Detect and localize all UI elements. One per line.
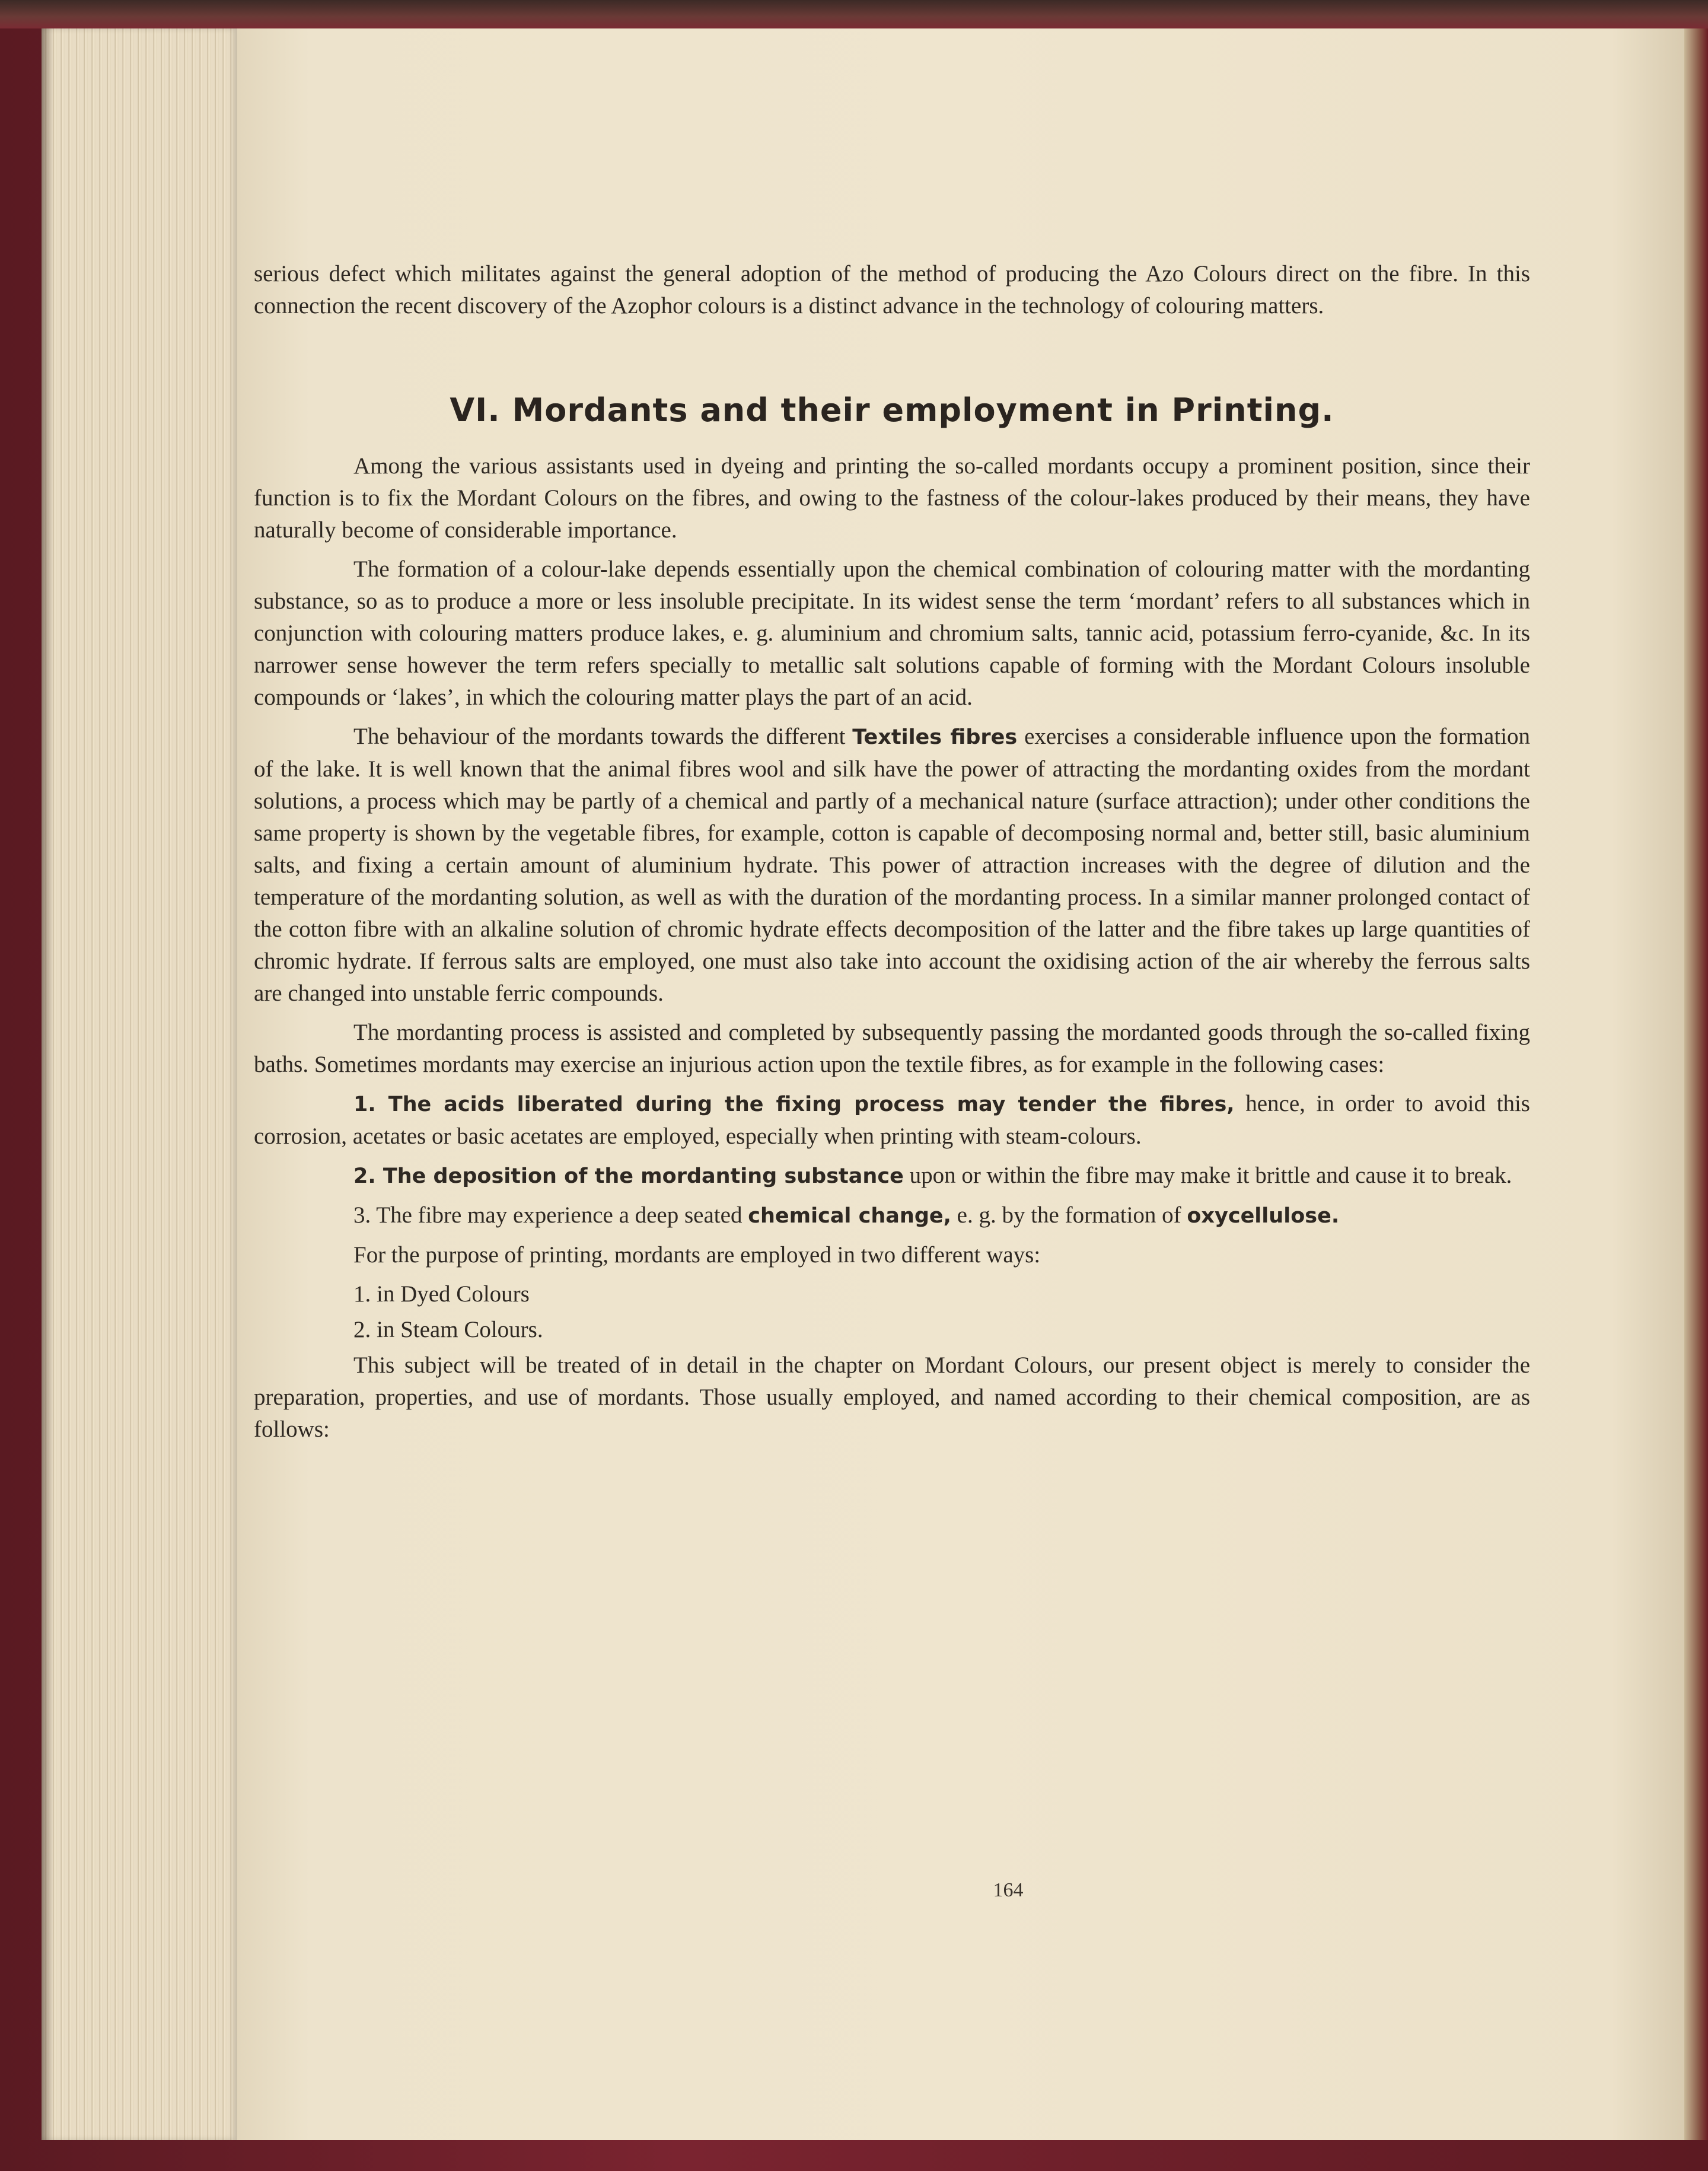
case-1 — [254, 1088, 1530, 1153]
case-2-rest: upon or within the fibre may make it brittle and cause it to break. — [903, 1163, 1512, 1188]
case-1-rest: hence, in order to avoid this corrosion, acetates or basic acetates are employed, especially when printing with steam-colours. — [254, 1091, 1530, 1149]
oxycellulose-bold: oxycellulose. — [1187, 1204, 1340, 1228]
list-item-dyed-colours: 1. in Dyed Colours — [353, 1281, 530, 1307]
left-page-stack — [42, 28, 237, 2140]
case-3-middle: e. g. by the formation of — [951, 1202, 1187, 1228]
cover-top-edge — [0, 0, 1708, 28]
case-3-before: 3. The fibre may experience a deep seated — [353, 1202, 748, 1228]
paragraph-closing: This subject will be treated of in detail in the chapter on Mordant Colours, our present object is merely to consider the preparation, properties, and use of mordants. Those usually employed, and named according to their chemical composition, are as follows: — [254, 1352, 1530, 1442]
case-2-bold: 2. The deposition of the mordanting substance — [353, 1164, 904, 1188]
right-page-edge — [1684, 28, 1708, 2140]
page-stack-shadow — [42, 28, 53, 2140]
opening-paragraph: serious defect which militates against the general adoption of the method of producing the Azo Colours direct on the fibre. In this connection the recent discovery of the Azophor colours is a distinct advance in the technology of colouring matters. — [254, 261, 1530, 319]
case-1-bold: 1. The acids liberated during the fixing process may tender the fibres, — [353, 1093, 1235, 1116]
paragraph-fibre-behaviour — [254, 721, 1530, 1010]
textiles-fibres-bold: Textiles fibres — [852, 725, 1018, 749]
paragraph-mordants-intro: Among the various assistants used in dyeing and printing the so-called mordants occupy a prominent position, since their function is to fix the Mordant Colours on the fibres, and owing to the fastness of the colour-lakes produced by their means, they have naturally become of considerable importance. — [254, 453, 1530, 543]
para3-after: exercises a considerable influence upon the formation of the lake. It is well known that the animal fibres wool and silk have the power of attracting the mordanting oxides from the mordant solutions, a process which may be partly of a chemical and partly of a mechanical nature (surface attraction); under other conditions the same property is shown by the vegetable fibres, for example, cotton is capable of decomposing normal and, better still, basic aluminium salts, and fixing a certain amount of aluminium hydrate. This power of attraction increases with the degree of dilution and the temperature of the mordanting solution, as well as with the duration of the mordanting process. In a similar manner prolonged contact of the cotton fibre with an alkaline solution of chromic hydrate effects decomposition of the latter and the fibre takes up large quantities of chromic hydrate. If ferrous salts are employed, one must also take into account the oxidising action of the air whereby the ferrous salts are changed into unstable ferric compounds. — [254, 724, 1530, 1006]
paragraph-colour-lake: The formation of a colour-lake depends essentially upon the chemical combination of colouring matter with the mordanting substance, so as to produce a more or less insoluble precipitate. In its widest sense the term ‘mordant’ refers to all substances which in conjunction with colouring matters produce lakes, e. g. aluminium and chromium salts, tannic acid, potassium ferro-cyanide, &c. In its narrower sense however the term refers specially to metallic salt solutions capable of forming with the Mordant Colours insoluble compounds or ‘lakes’, in which the colouring matter plays the part of an acid. — [254, 556, 1530, 710]
page-number: 164 — [993, 1879, 1024, 1901]
page-text — [254, 258, 1530, 1453]
list-item-steam-colours: 2. in Steam Colours. — [353, 1317, 543, 1342]
paragraph-printing-ways: For the purpose of printing, mordants are employed in two different ways: — [353, 1242, 1041, 1268]
para3-before: The behaviour of the mordants towards the different — [353, 724, 853, 749]
case-2 — [254, 1160, 1530, 1192]
chemical-change-bold: chemical change, — [748, 1204, 951, 1228]
paragraph-fixing-baths: The mordanting process is assisted and completed by subsequently passing the mordanted goods through the so-called fixing baths. Sometimes mordants may exercise an injurious action upon the textile fibres, as for example in the following cases: — [254, 1020, 1530, 1077]
case-3 — [254, 1199, 1530, 1232]
chapter-heading: VI. Mordants and their employment in Printing. — [450, 391, 1334, 429]
